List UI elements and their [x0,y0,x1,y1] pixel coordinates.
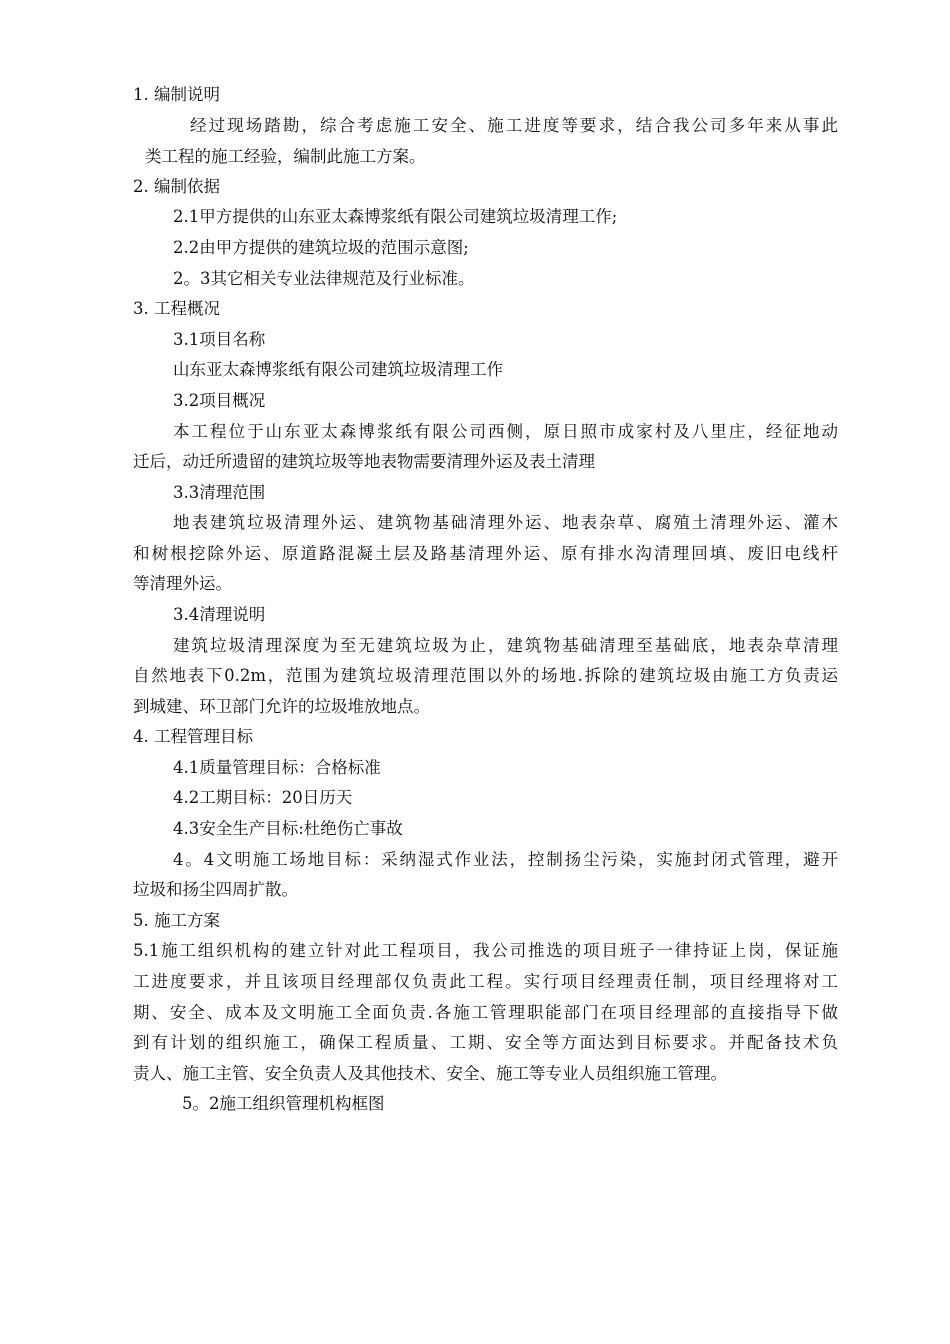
list-item: 4.3安全生产目标:杜绝伤亡事故 [173,819,403,838]
paragraph-line: 垃圾和扬尘四周扩散。 [133,880,298,899]
paragraph-line: 到有计划的组织施工，确保工程质量、工期、安全等方面达到目标要求。并配备技术负 [133,1033,838,1052]
paragraph-line: 建筑垃圾清理深度为至无建筑垃圾为止，建筑物基础清理至基础底，地表杂草清理 [173,636,838,655]
paragraph-line: 类工程的施工经验，编制此施工方案。 [145,147,426,166]
list-item: 2。3其它相关专业法律规范及行业标准。 [173,269,475,288]
paragraph-line: 山东亚太森博浆纸有限公司建筑垃圾清理工作 [173,360,503,379]
paragraph-line: 等清理外运。 [133,574,232,593]
paragraph-line: 本工程位于山东亚太森博浆纸有限公司西侧，原日照市成家村及八里庄，经征地动 [173,422,838,441]
paragraph-line: 期、安全、成本及文明施工全面负责.各施工管理职能部门在项目经理部的直接指导下做 [133,1003,838,1022]
list-item: 4.1质量管理目标：合格标准 [173,758,381,777]
paragraph-line: 责人、施工主管、安全负责人及其他技术、安全、施工等专业人员组织施工管理。 [133,1064,727,1083]
paragraph-line: 工进度要求，并且该项目经理部仅负责此工程。实行项目经理责任制，项目经理将对工 [133,972,838,991]
heading-5: 5. 施工方案 [133,911,220,930]
heading-2: 2. 编制依据 [133,177,220,196]
paragraph-line: 到城建、环卫部门允许的垃圾堆放地点。 [133,697,430,716]
paragraph-line: 地表建筑垃圾清理外运、建筑物基础清理外运、地表杂草、腐殖土清理外运、灌木 [173,513,838,532]
list-item: 4。4文明施工场地目标：采纳湿式作业法，控制扬尘污染，实施封闭式管理，避开 [173,850,838,869]
subheading: 5。2施工组织管理机构框图 [182,1094,385,1113]
paragraph-line: 5.1施工组织机构的建立针对此工程项目，我公司推选的项目班子一律持证上岗，保证施 [133,941,838,960]
subheading: 3.3清理范围 [173,483,266,502]
paragraph-line: 迁后，动迁所遗留的建筑垃圾等地表物需要清理外运及表土清理 [133,452,595,471]
heading-3: 3. 工程概况 [133,299,220,318]
paragraph-line: 和树根挖除外运、原道路混凝土层及路基清理外运、原有排水沟清理回填、废旧电线杆 [133,544,838,563]
list-item: 4.2工期目标：20日历天 [173,788,353,807]
paragraph-line: 自然地表下0.2m，范围为建筑垃圾清理范围以外的场地.拆除的建筑垃圾由施工方负责运 [133,666,838,685]
list-item: 2.2由甲方提供的建筑垃圾的范围示意图; [173,238,469,257]
subheading: 3.4清理说明 [173,605,266,624]
subheading: 3.1项目名称 [173,330,266,349]
list-item: 2.1甲方提供的山东亚太森博浆纸有限公司建筑垃圾清理工作; [173,207,618,226]
heading-4: 4. 工程管理目标 [133,727,253,746]
subheading: 3.2项目概况 [173,391,266,410]
heading-1: 1. 编制说明 [133,85,220,104]
paragraph-line: 经过现场踏勘，综合考虑施工安全、施工进度等要求，结合我公司多年来从事此 [190,116,838,135]
